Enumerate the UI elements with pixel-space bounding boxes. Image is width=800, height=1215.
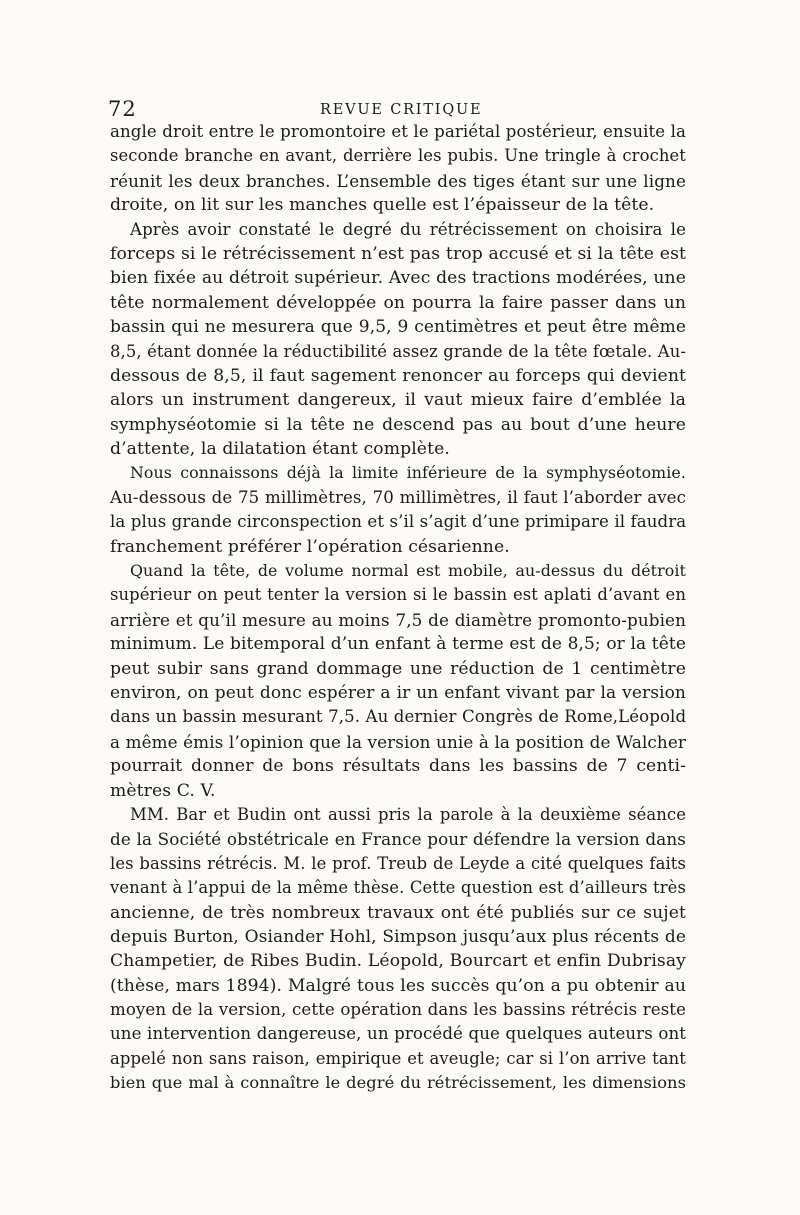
text-line: angle droit entre le promontoire et le pariétal postérieur, ensuite la: [110, 122, 686, 141]
text-line: venant à l’appui de la même thèse. Cette question est d’ailleurs très: [110, 878, 686, 898]
text-line: MM. Bar et Budin ont aussi pris la parole à la deuxième séance: [130, 804, 686, 824]
text-line: environ, on peut donc espérer a ir un enfant vivant par la version: [110, 682, 686, 703]
text-line: bien que mal à connaître le degré du rétrécissement, les dimensions: [110, 1073, 686, 1093]
text-line: tête normalement développée on pourra la faire passer dans un: [110, 292, 686, 313]
text-line: minimum. Le bitemporal d’un enfant à terme est de 8,5; or la tête: [110, 634, 686, 655]
text-line: Quand la tête, de volume normal est mobile, au-dessus du détroit: [130, 561, 686, 581]
text-line: Nous connaissons déjà la limite inférieure de la symphyséotomie.: [130, 463, 686, 483]
text-line: symphyséotomie si la tête ne descend pas au bout d’une heure: [110, 414, 686, 435]
text-line: bien fixée au détroit supérieur. Avec des tractions modérées, une: [110, 268, 686, 289]
text-line: (thèse, mars 1894). Malgré tous les succès qu’on a pu obtenir au: [110, 975, 686, 996]
running-header: [108, 96, 688, 122]
body-text: [110, 120, 686, 1096]
text-line: dans un bassin mesurant 7,5. Au dernier Congrès de Rome,Léopold: [110, 707, 687, 727]
running-title: REVUE CRITIQUE: [320, 102, 483, 118]
text-line: les bassins rétrécis. M. le prof. Treub de Leyde a cité quelques faits: [110, 853, 686, 873]
text-line: a même émis l’opinion que la version unie à la position de Walcher: [110, 731, 686, 752]
text-line: réunit les deux branches. L’ensemble des tiges étant sur une ligne: [110, 170, 686, 191]
text-line: droite, on lit sur les manches quelle est l’épaisseur de la tête.: [110, 195, 655, 216]
text-line: mètres C. V.: [110, 780, 216, 801]
text-line: supérieur on peut tenter la version si le bassin est aplati d’avant en: [110, 585, 686, 605]
text-line: bassin qui ne mesurera que 9,5, 9 centimètres et peut être même: [110, 317, 686, 338]
text-line: Après avoir constaté le degré du rétrécissement on choisira le: [130, 219, 686, 239]
page-number: 72: [108, 97, 137, 121]
text-line: la plus grande circonspection et s’il s’agit d’une primipare il faudra: [110, 512, 687, 532]
text-line: dessous de 8,5, il faut sagement renoncer au forceps qui devient: [110, 365, 686, 386]
text-line: forceps si le rétrécissement n’est pas trop accusé et si la tête est: [110, 243, 686, 264]
text-line: moyen de la version, cette opération dans les bassins rétrécis reste: [110, 1000, 686, 1020]
text-line: 8,5, étant donnée la réductibilité assez grande de la tête fœtale. Au-: [110, 341, 686, 361]
text-line: pourrait donner de bons résultats dans les bassins de 7 centi-: [110, 756, 686, 777]
text-line: arrière et qu’il mesure au moins 7,5 de diamètre promonto-pubien: [110, 609, 686, 630]
text-line: Au-dessous de 75 millimètres, 70 millimètres, il faut l’aborder avec: [110, 487, 686, 507]
text-line: ancienne, de très nombreux travaux ont été publiés sur ce sujet: [110, 902, 686, 923]
text-line: appelé non sans raison, empirique et aveugle; car si l’on arrive tant: [110, 1048, 686, 1068]
text-line: franchement préférer l’opération césarienne.: [110, 536, 510, 557]
text-line: Champetier, de Ribes Budin. Léopold, Bourcart et enfin Dubrisay: [110, 951, 686, 972]
text-line: seconde branche en avant, derrière les pubis. Une tringle à crochet: [110, 146, 686, 166]
text-line: depuis Burton, Osiander Hohl, Simpson jusqu’aux plus récents de: [110, 926, 686, 947]
text-line: d’attente, la dilatation étant complète.: [110, 439, 450, 460]
text-line: de la Société obstétricale en France pour défendre la version dans: [110, 829, 686, 850]
text-line: peut subir sans grand dommage une réduction de 1 centimètre: [110, 658, 686, 679]
text-line: une intervention dangereuse, un procédé que quelques auteurs ont: [110, 1024, 686, 1044]
text-line: alors un instrument dangereux, il vaut mieux faire d’emblée la: [110, 390, 686, 411]
